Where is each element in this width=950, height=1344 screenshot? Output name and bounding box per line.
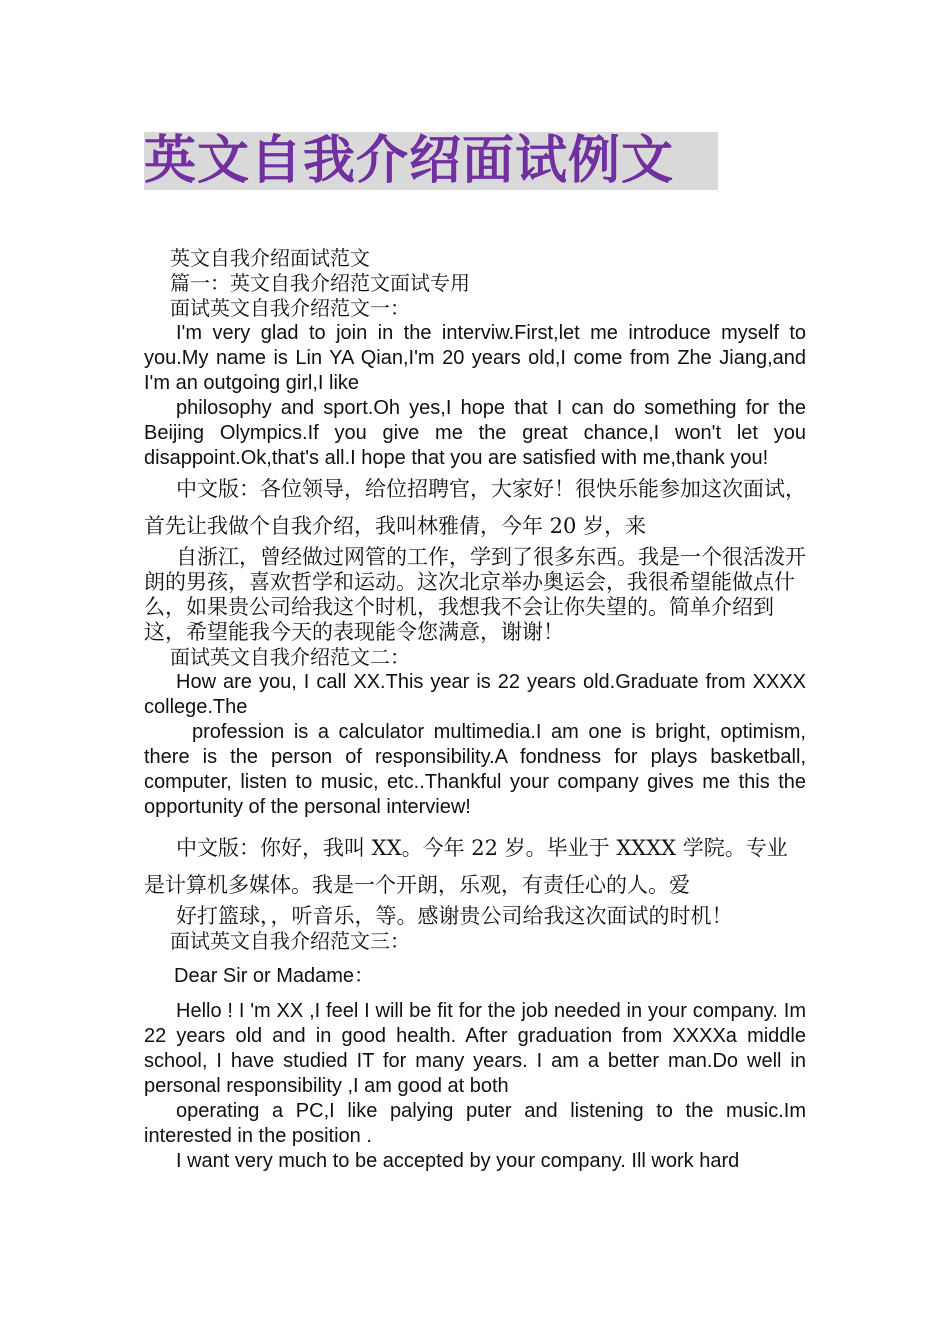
- chinese-paragraph-2b: 好打篮球，，听音乐，等。感谢贵公司给我这次面试的时机！: [176, 904, 733, 928]
- english-paragraph-2b: profession is a calculator multimedia.I am one is bright, optimism, there is the person of responsibility.A fondness for plays basketball, computer, listen to music, etc..Thankful your company gives me this the opportunity of the personal interview!: [144, 721, 806, 818]
- salutation: Dear Sir or Madame：: [174, 965, 375, 987]
- sample-heading-1: 面试英文自我介绍范文一：: [170, 296, 410, 320]
- english-paragraph-2a: How are you, I call XX.This year is 22 years old.Graduate from XXXX college.The: [144, 671, 806, 718]
- chinese-paragraph-1b: 自浙江，曾经做过网管的工作，学到了很多东西。我是一个很活泼开朗的男孩，喜欢哲学和运动。这次北京举办奥运会，我很希望能做点什么，如果贵公司给我这个时机，我想我不会让你失望的。简单介绍到这，希望能我今天的表现能令您满意，谢谢！: [144, 545, 806, 644]
- subtitle: 英文自我介绍面试范文: [170, 246, 370, 270]
- section-heading-1: 篇一：英文自我介绍范文面试专用: [170, 271, 470, 295]
- document-body: [144, 246, 806, 1174]
- english-paragraph-3c: I want very much to be accepted by your company. Ill work hard: [176, 1150, 740, 1172]
- sample-heading-3: 面试英文自我介绍范文三：: [170, 929, 410, 953]
- document-title: 英文自我介绍面试例文: [144, 132, 718, 190]
- english-paragraph-3a: Hello ! I 'm XX ,I feel I will be fit for the job needed in your company. Im 22 years old and in good health. After graduation from XXXXa middle school, I have studied IT for many years. I am a better man.Do well in personal responsibility ,I am good at both: [144, 1000, 806, 1097]
- chinese-paragraph-1a: 中文版：各位领导，给位招聘官，大家好！很快乐能参加这次面试，首先让我做个自我介绍，我叫林雅倩，今年 20 岁，来: [144, 477, 806, 538]
- english-paragraph-3b: operating a PC,I like palying puter and listening to the music.Im interested in the position .: [144, 1100, 806, 1147]
- chinese-paragraph-2a: 中文版：你好，我叫 XX。今年 22 岁。毕业于 XXXX 学院。专业是计算机多媒体。我是一个开朗，乐观，有责任心的人。爱: [144, 836, 788, 897]
- sample-heading-2: 面试英文自我介绍范文二：: [170, 645, 410, 669]
- english-paragraph-1b: philosophy and sport.Oh yes,I hope that I can do something for the Beijing Olympics.If you give me the great chance,I won't let you disappoint.Ok,that's all.I hope that you are satisfied with me,thank you!: [144, 397, 806, 469]
- english-paragraph-1a: I'm very glad to join in the interviw.First,let me introduce myself to you.My name is Lin YA Qian,I'm 20 years old,I come from Zhe Jiang,and I'm an outgoing girl,I like: [144, 322, 806, 394]
